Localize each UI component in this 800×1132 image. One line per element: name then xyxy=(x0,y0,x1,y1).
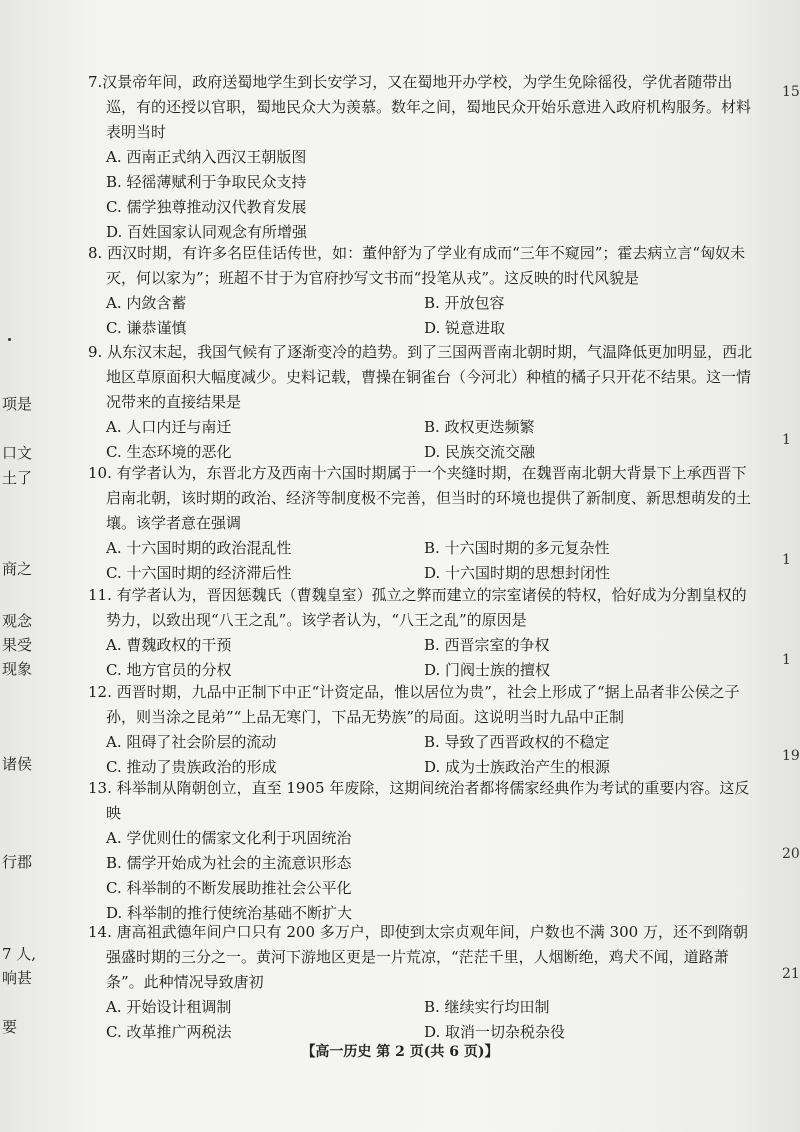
option-d: D. 门阀士族的擅权 xyxy=(424,661,551,679)
option-b: B. 继续实行均田制 xyxy=(424,998,550,1016)
question-10 xyxy=(88,461,760,586)
option-a: A. 西南正式纳入西汉王朝版图 xyxy=(106,148,307,166)
option-d: D. 十六国时期的思想封闭性 xyxy=(424,564,611,582)
left-margin-fragment: 果受 xyxy=(2,636,33,654)
options-list xyxy=(88,730,760,780)
stray-mark xyxy=(8,338,11,341)
option-b: B. 轻徭薄赋利于争取民众支持 xyxy=(106,173,307,191)
question-stem: 14. 唐高祖武德年间户口只有 200 多万户，即使到太宗贞观年间，户数也不满 300 万，还不到隋朝强盛时期的三分之一。黄河下游地区更是一片荒凉，“茫茫千里，人烟断绝，鸡犬不闻，道路萧条”。此种情况导致唐初 xyxy=(88,923,748,991)
option-b: B. 十六国时期的多元复杂性 xyxy=(424,539,610,557)
option-c: C. 科举制的不断发展助推社会公平化 xyxy=(106,879,352,897)
option-d: D. 民族交流交融 xyxy=(424,443,536,461)
question-14 xyxy=(88,920,760,1045)
question-stem: 10. 有学者认为，东晋北方及西南十六国时期属于一个夹缝时期，在魏晋南北朝大背景下上承西晋下启南北朝，该时期的政治、经济等制度极不完善，但当时的环境也提供了新制度、新思想萌发的土壤。该学者意在强调 xyxy=(88,464,752,532)
left-margin-fragment: 商之 xyxy=(2,560,33,578)
question-12 xyxy=(88,680,760,780)
left-margin-fragment: 土了 xyxy=(2,469,33,487)
question-8 xyxy=(88,241,760,341)
right-margin-fragment: 1 xyxy=(782,432,791,448)
options-list xyxy=(88,291,760,341)
left-margin-fragment: 现象 xyxy=(2,660,33,678)
option-c: C. 谦恭谨慎 xyxy=(106,319,187,337)
option-a: A. 曹魏政权的干预 xyxy=(106,636,232,654)
left-margin-fragment: 行郡 xyxy=(2,853,33,871)
question-stem: 11. 有学者认为，晋因惩魏氏（曹魏皇室）孤立之弊而建立的宗室诸侯的特权，恰好成为分割皇权的势力，以致出现“八王之乱”。该学者认为，“八王之乱”的原因是 xyxy=(88,586,747,629)
question-stem: 12. 西晋时期，九品中正制下中正“计资定品，惟以居位为贵”，社会上形成了“据上品者非公侯之子孙，则当涂之昆弟”“上品无寒门，下品无势族”的局面。这说明当时九品中正制 xyxy=(88,683,740,726)
option-b: B. 导致了西晋政权的不稳定 xyxy=(424,733,610,751)
question-13 xyxy=(88,776,760,926)
right-margin-fragment: 15 xyxy=(782,84,800,100)
right-margin-fragment: 19 xyxy=(782,748,800,764)
options-list xyxy=(88,826,760,926)
question-stem: 13. 科举制从隋朝创立，直至 1905 年废除，这期间统治者都将儒家经典作为考试的重要内容。这反映 xyxy=(88,779,750,822)
option-c: C. 地方官员的分权 xyxy=(106,661,232,679)
question-stem: 8. 西汉时期，有许多名臣佳话传世，如：董仲舒为了学业有成而“三年不窥园”；霍去病立言“匈奴未灭，何以家为”；班超不甘于为官府抄写文书而“投笔从戎”。这反映的时代风貌是 xyxy=(88,244,746,287)
options-list xyxy=(88,633,760,683)
right-margin-fragment: 1 xyxy=(782,552,791,568)
options-list xyxy=(88,145,760,245)
option-a: A. 十六国时期的政治混乱性 xyxy=(106,539,292,557)
left-margin-fragment: 响甚 xyxy=(2,969,33,987)
option-a: A. 内敛含蓄 xyxy=(106,294,187,312)
option-d: D. 科举制的推行使统治基础不断扩大 xyxy=(106,904,353,922)
options-list xyxy=(88,415,760,465)
question-stem: 7.汉景帝年间，政府送蜀地学生到长安学习，又在蜀地开办学校，为学生免除徭役，学优者随带出巡，有的还授以官职，蜀地民众大为羡慕。数年之间，蜀地民众开始乐意进入政府机构服务。材料表明当时 xyxy=(88,73,752,141)
left-margin-fragment: 口文 xyxy=(2,444,33,462)
page-footer: 【高一历史 第 2 页(共 6 页)】 xyxy=(301,1044,499,1060)
options-list xyxy=(88,995,760,1045)
option-b: B. 开放包容 xyxy=(424,294,505,312)
option-a: A. 学优则仕的儒家文化利于巩固统治 xyxy=(106,829,352,847)
option-a: A. 人口内迁与南迁 xyxy=(106,418,232,436)
option-b: B. 政权更迭频繁 xyxy=(424,418,535,436)
option-a: A. 阻碍了社会阶层的流动 xyxy=(106,733,277,751)
left-margin-fragment: 观念 xyxy=(2,612,33,630)
left-margin-fragment: 7 人, xyxy=(2,945,37,963)
option-c: C. 改革推广两税法 xyxy=(106,1023,232,1041)
option-d: D. 百姓国家认同观念有所增强 xyxy=(106,223,308,241)
option-a: A. 开始设计租调制 xyxy=(106,998,232,1016)
right-margin-fragment: 1 xyxy=(782,652,791,668)
right-margin-fragment: 21 xyxy=(782,966,800,982)
options-list xyxy=(88,536,760,586)
option-c: C. 推动了贵族政治的形成 xyxy=(106,758,277,776)
question-7 xyxy=(88,70,760,245)
option-b: B. 西晋宗室的争权 xyxy=(424,636,550,654)
left-margin-fragment: 项是 xyxy=(2,395,33,413)
left-margin-fragment: 诸侯 xyxy=(2,755,33,773)
right-margin-fragment: 20 xyxy=(782,846,800,862)
option-d: D. 成为士族政治产生的根源 xyxy=(424,758,611,776)
option-d: D. 取消一切杂税杂役 xyxy=(424,1023,566,1041)
option-b: B. 儒学开始成为社会的主流意识形态 xyxy=(106,854,352,872)
question-11 xyxy=(88,583,760,683)
question-9 xyxy=(88,340,760,465)
left-margin-fragment: 要 xyxy=(2,1018,18,1036)
option-c: C. 十六国时期的经济滞后性 xyxy=(106,564,292,582)
option-c: C. 儒学独尊推动汉代教育发展 xyxy=(106,198,307,216)
option-c: C. 生态环境的恶化 xyxy=(106,443,232,461)
option-d: D. 锐意进取 xyxy=(424,319,506,337)
question-stem: 9. 从东汉末起，我国气候有了逐渐变冷的趋势。到了三国两晋南北朝时期，气温降低更加明显，西北地区草原面积大幅度减少。史料记载，曹操在铜雀台（今河北）种植的橘子只开花不结果。这一情况带来的直接结果是 xyxy=(88,343,753,411)
